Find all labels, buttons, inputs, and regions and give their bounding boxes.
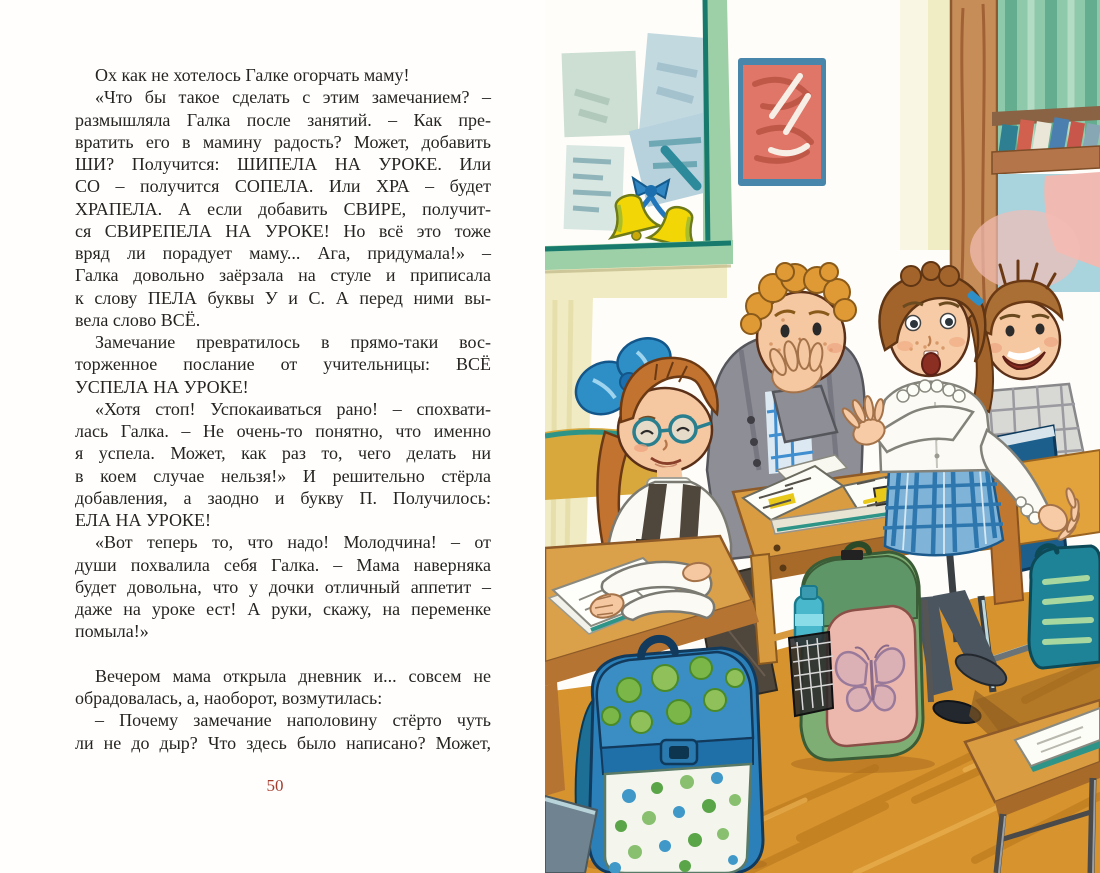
text-line: вела слово ВСЁ. — [75, 309, 201, 330]
paragraph — [75, 86, 491, 331]
text-line: я успела. Может, как раз то, чего делать ни — [75, 443, 491, 464]
text-line: даже на уроке ест! А руки, скажу, на переменке — [75, 599, 491, 619]
text-line: к слову ПЕЛА буквы У и С. А перед ними вы- — [75, 287, 491, 308]
open-mouth — [922, 353, 940, 375]
text-line: торженное послание от учительницы: ВСЁ — [75, 354, 491, 375]
text-line: добавления, а заодно и букву П. Получилось: — [75, 487, 491, 508]
text-line: обрадовалась, а, наоборот, возмутилась: — [75, 688, 383, 708]
illustration-page — [545, 0, 1100, 873]
paragraph — [75, 709, 491, 754]
text-line: вряд ли порадует маму... Ага, придумала!» – — [75, 243, 491, 263]
text-line: ХРАПЕЛА. А если добавить СВИРЕ, получит- — [75, 198, 491, 219]
classroom-illustration — [545, 0, 1100, 873]
text-line: ся СВИРЕПЕЛА НА УРОКЕ! Но всё это тоже — [75, 220, 491, 241]
text-line: «Вот теперь то, что надо! Молодчина! – от — [95, 532, 491, 553]
text-line: СО – получится СОПЕЛА. Или ХРА – будет — [75, 176, 491, 197]
text-line: Замечание превратилось в прямо-таки вос- — [95, 332, 491, 352]
text-line: «Хотя стоп! Успокаиваться рано! – спохвати- — [95, 398, 491, 419]
text-line: Вечером мама открыла дневник и... совсем не — [95, 665, 491, 686]
page-number: 50 — [266, 776, 284, 795]
paragraph — [75, 331, 491, 398]
plaid-skirt — [883, 468, 1003, 555]
backpack-teal — [1029, 546, 1100, 668]
paragraph — [75, 398, 491, 532]
text-line: лась Галка. – Не очень-то понятно, что именно — [75, 421, 491, 441]
paragraph — [75, 665, 491, 710]
text-line: ли не до дыр? Что здесь было написано? Может, — [75, 732, 491, 753]
text-line: ЕЛА НА УРОКЕ! — [75, 510, 211, 530]
text-line: души похвалила себя Галка. – Мама наверняка — [75, 554, 491, 575]
backpack-butterfly — [789, 544, 935, 773]
text-line: – Почему замечание наполовину стёрто чуть — [95, 710, 491, 731]
text-line: вратить его в мамину радость? Может, добавить — [75, 131, 491, 152]
red-poster — [738, 58, 826, 186]
text-line: будет довольна, что у дочки отличный аппетит – — [75, 576, 491, 597]
paragraph — [75, 531, 491, 642]
text-line: помыла!» — [75, 621, 149, 642]
story-text — [75, 64, 491, 754]
paragraph — [75, 64, 491, 86]
text-page — [0, 0, 545, 873]
text-line: «Что бы такое сделать с этим замечанием? – — [95, 87, 491, 108]
text-line: УСПЕЛА НА УРОКЕ! — [75, 376, 249, 397]
text-line: ШИ? Получится: ШИПЕЛА НА УРОКЕ. Или — [75, 154, 491, 174]
text-line: Галка довольно заёрзала на стуле и приписала — [75, 265, 491, 286]
text-line: Ох как не хотелось Галке огорчать маму! — [95, 65, 410, 85]
text-line: в коем случае нельзя!» И решительно стёрла — [75, 465, 491, 486]
backpack-patterned — [576, 639, 767, 873]
text-line: размышляла Галка после занятий. – Как пре- — [75, 109, 491, 130]
